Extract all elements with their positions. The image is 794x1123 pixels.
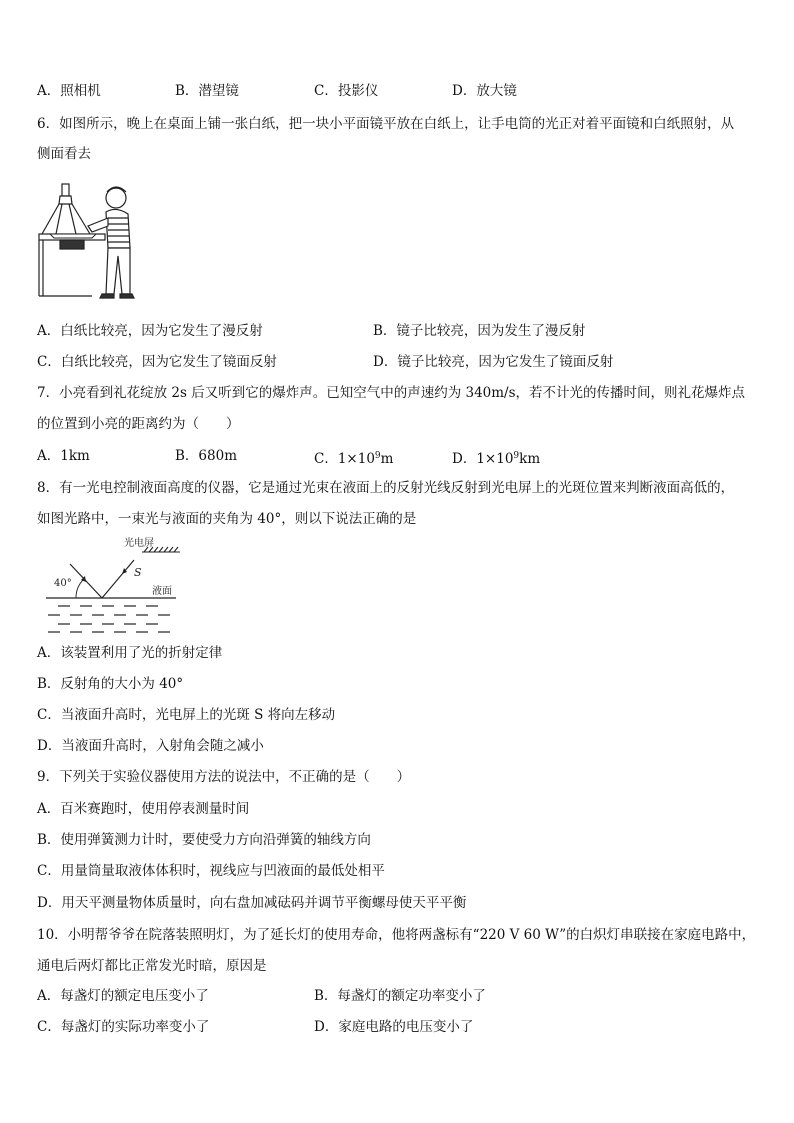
q7-stem-line2: 的位置到小亮的距离约为（ ） <box>37 416 240 432</box>
q8-figure-light-path <box>40 536 182 636</box>
q6-option-a: A．白纸比较亮，因为它发生了漫反射 <box>37 323 263 339</box>
light-rays <box>70 560 134 598</box>
q8-stem-line1: 8．有一光电控制液面高度的仪器，它是通过光束在液面上的反射光线反射到光电屏上的光斑位置来判断液面高低的， <box>37 480 735 496</box>
q7-option-d: D．$1\times 10^9km$ <box>452 451 541 467</box>
q5-option-c: C．投影仪 <box>314 83 379 99</box>
q6-stem-line2: 侧面看去 <box>37 146 91 162</box>
q5-option-b: B．潜望镜 <box>175 83 239 99</box>
flashlight-icon <box>42 184 90 234</box>
screen-label: 光电屏 <box>124 538 154 549</box>
q9-option-a: A．百米赛跑时，使用停表测量时间 <box>37 801 250 817</box>
q8-option-d: D．当液面升高时，入射角会随之减小 <box>37 738 264 754</box>
q10-option-a: A．每盏灯的额定电压变小了 <box>37 988 209 1004</box>
q5-option-d: D．放大镜 <box>452 83 517 99</box>
spot-label: S <box>134 566 142 579</box>
q7-option-c: C．$1\times 10^9m$ <box>314 451 394 467</box>
table-shape <box>39 234 105 296</box>
q5-option-a: A．照相机 <box>37 83 101 99</box>
q9-option-c: C．用量筒量取液体体积时，视线应与凹液面的最低处相平 <box>37 863 385 879</box>
q7-stem-line1: 7．小亮看到礼花绽放 2s 后又听到它的爆炸声。已知空气中的声速约为 340m/s，若不计光的传播时间，则礼花爆炸点 <box>37 385 746 401</box>
liquid-label: 液面 <box>152 586 172 597</box>
q9-option-b: B．使用弹簧测力计时，要使受力方向沿弹簧的轴线方向 <box>37 832 371 848</box>
liquid-dashes <box>48 606 170 632</box>
q10-stem-line2: 通电后两灯都比正常发光时暗，原因是 <box>37 958 267 974</box>
q8-option-c: C．当液面升高时，光电屏上的光斑 S 将向左移动 <box>37 707 336 723</box>
q8-option-b: B．反射角的大小为 40° <box>37 676 184 692</box>
q8-option-a: A．该装置利用了光的折射定律 <box>37 645 223 661</box>
angle-arc <box>76 579 84 598</box>
q6-option-b: B．镜子比较亮，因为发生了漫反射 <box>373 323 586 339</box>
q6-stem-line1: 6．如图所示，晚上在桌面上铺一张白纸，把一块小平面镜平放在白纸上，让手电筒的光正对着平面镜和白纸照射，从 <box>37 116 735 132</box>
q7-option-a: A．1km <box>37 448 90 464</box>
q6-option-c: C．白纸比较亮，因为它发生了镜面反射 <box>37 354 277 370</box>
q8-stem-line2: 如图光路中，一束光与液面的夹角为 40°，则以下说法正确的是 <box>37 511 417 527</box>
q9-option-d: D．用天平测量物体质量时，向右盘加减砝码并调节平衡螺母使天平平衡 <box>37 895 467 911</box>
q10-option-b: B．每盏灯的额定功率变小了 <box>314 988 486 1004</box>
boy-figure <box>88 187 134 298</box>
q7-option-b: B．680m <box>175 448 237 464</box>
q6-option-d: D．镜子比较亮，因为它发生了镜面反射 <box>373 354 614 370</box>
q10-option-d: D．家庭电路的电压变小了 <box>314 1019 474 1035</box>
q6-figure-boy-flashlight <box>36 178 146 302</box>
q10-option-c: C．每盏灯的实际功率变小了 <box>37 1019 210 1035</box>
q10-stem-line1: 10．小明帮爷爷在院落装照明灯，为了延长灯的使用寿命，他将两盏标有“220 V 60 W”的白炽灯串联接在家庭电路中， <box>37 927 756 943</box>
q9-stem: 9．下列关于实验仪器使用方法的说法中，不正确的是（ ） <box>37 769 411 785</box>
angle-label: 40° <box>54 578 72 589</box>
